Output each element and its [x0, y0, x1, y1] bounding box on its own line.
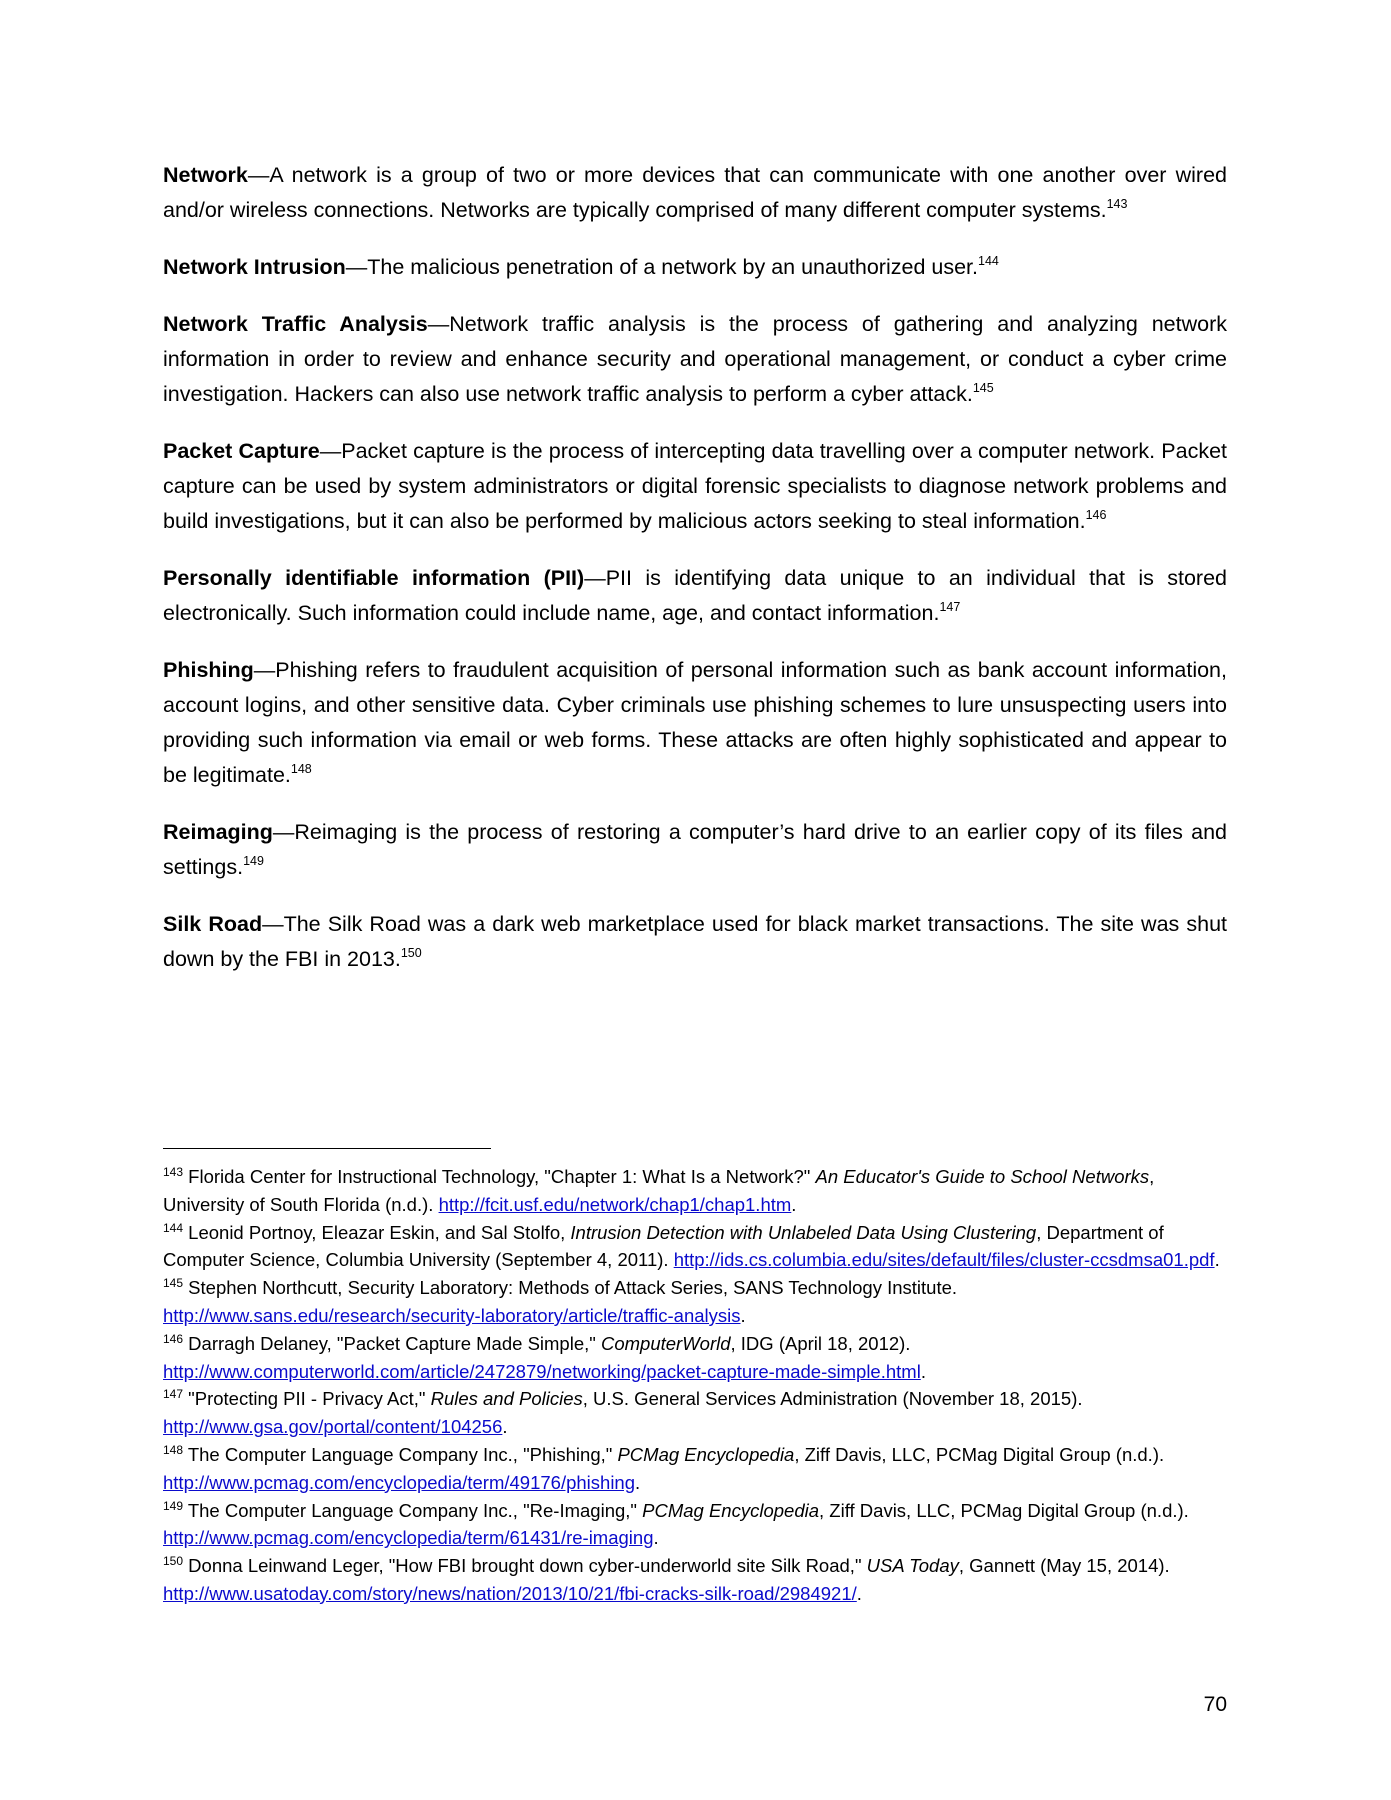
glossary-term: Reimaging [163, 820, 273, 844]
footnote-end: . [791, 1193, 797, 1215]
footnote-ref[interactable]: 143 [1106, 197, 1128, 211]
footnote-title: Intrusion Detection with Unlabeled Data Using Clustering [570, 1221, 1037, 1243]
glossary-definition: —Phishing refers to fraudulent acquisition of personal information such as bank account information, account logins, and other sensitive data. Cyber criminals use phishing schemes to lure unsuspecting users into providing such information via email or web forms. These attacks are often highly sophisticated and appear to be legitimate. [163, 658, 1227, 787]
footnote-title: PCMag Encyclopedia [642, 1499, 820, 1521]
footnote-number: 148 [163, 1442, 184, 1457]
glossary-entry [163, 250, 1227, 285]
footnote-ref[interactable]: 150 [400, 946, 422, 960]
footnote-ref[interactable]: 149 [243, 854, 264, 868]
glossary-entry [163, 158, 1227, 228]
footnote-link[interactable]: http://ids.cs.columbia.edu/sites/default/files/cluster-ccsdmsa01.pdf [673, 1249, 1215, 1271]
glossary-entry [163, 653, 1227, 793]
footnote-number: 143 [163, 1165, 184, 1179]
footnote [163, 1163, 1227, 1219]
glossary-definition: —Reimaging is the process of restoring a computer’s hard drive to an earlier copy of its files and settings. [163, 820, 1227, 879]
footnote-title: USA Today [866, 1555, 959, 1577]
glossary-definition: —A network is a group of two or more devices that can communicate with one another over wired and/or wireless connections. Networks are typically comprised of many different computer systems. [163, 163, 1227, 222]
footnote-text: "Protecting PII - Privacy Act," [183, 1388, 431, 1410]
footnote-end: . [635, 1471, 641, 1493]
footnote-text: , Department of Computer Science, Columbia University (September 4, 2011). [163, 1221, 1164, 1271]
footnote-number: 150 [163, 1554, 184, 1569]
glossary-definition: —The Silk Road was a dark web marketplace used for black market transactions. The site was shut down by the FBI in 2013. [163, 912, 1228, 971]
footnote-title: Rules and Policies [430, 1388, 583, 1410]
footnote-end: . [740, 1304, 746, 1326]
glossary-term: Network Traffic Analysis [163, 312, 428, 336]
footnote [163, 1330, 1227, 1386]
footnote-end: . [856, 1582, 862, 1604]
footnote-link[interactable]: http://www.gsa.gov/portal/content/104256 [163, 1416, 503, 1438]
glossary-term: Network Intrusion [163, 255, 346, 279]
footnote-text: , Ziff Davis, LLC, PCMag Digital Group (n.d.). [819, 1499, 1189, 1521]
glossary-body [163, 158, 1227, 999]
footnote [163, 1441, 1227, 1497]
footnote-number: 146 [163, 1331, 184, 1346]
footnote [163, 1552, 1227, 1608]
footnote [163, 1385, 1227, 1441]
footnote-separator [163, 1148, 491, 1149]
footnote-ref[interactable]: 147 [939, 600, 961, 614]
glossary-definition: —PII is identifying data unique to an individual that is stored electronically. Such information could include name, age, and contact information. [163, 566, 1228, 625]
footnote-text: , Gannett (May 15, 2014). [958, 1555, 1170, 1577]
footnote [163, 1274, 1227, 1330]
glossary-entry [163, 434, 1227, 539]
glossary-term: Silk Road [163, 912, 263, 936]
footnote-title: PCMag Encyclopedia [617, 1443, 795, 1465]
footnote-number: 149 [163, 1498, 184, 1513]
glossary-term: Network [163, 163, 248, 187]
footnote-text: The Computer Language Company Inc., "Re-Imaging," [183, 1499, 643, 1521]
footnote-title: ComputerWorld [600, 1332, 731, 1354]
footnote-end: . [920, 1360, 926, 1382]
footnote-title: An Educator's Guide to School Networks [815, 1166, 1150, 1187]
glossary-term: Packet Capture [163, 439, 320, 463]
footnote-link[interactable]: http://www.sans.edu/research/security-laboratory/article/traffic-analysis [163, 1304, 741, 1326]
glossary-entry [163, 907, 1227, 977]
glossary-entry [163, 815, 1227, 885]
footnote-text: , IDG (April 18, 2012). [730, 1332, 911, 1354]
footnote-text: Stephen Northcutt, Security Laboratory: Methods of Attack Series, SANS Technology Institute. [183, 1277, 958, 1299]
footnote-link[interactable]: http://fcit.usf.edu/network/chap1/chap1.htm [438, 1193, 792, 1215]
footnote-number: 144 [163, 1220, 184, 1235]
glossary-definition: —Network traffic analysis is the process of gathering and analyzing network information in order to review and enhance security and operational management, or conduct a cyber crime investigation. Hackers can also use network traffic analysis to perform a cyber attack. [163, 312, 1227, 406]
footnote-ref[interactable]: 144 [978, 254, 999, 268]
footnote-end: . [502, 1416, 508, 1438]
footnote-end: . [653, 1527, 659, 1549]
footnote-text: Leonid Portnoy, Eleazar Eskin, and Sal Stolfo, [183, 1221, 571, 1243]
footnote-ref[interactable]: 145 [972, 381, 994, 395]
footnote-link[interactable]: http://www.pcmag.com/encyclopedia/term/49176/phishing [163, 1471, 636, 1493]
glossary-definition: —Packet capture is the process of intercepting data travelling over a computer network. Packet capture can be used by system administrators or digital forensic specialists to diagnose network problems and build investigations, but it can also be performed by malicious actors seeking to steal information. [163, 439, 1227, 533]
footnote-text: , University of South Florida (n.d.). [163, 1166, 1155, 1215]
glossary-entry [163, 307, 1227, 412]
glossary-definition: —The malicious penetration of a network by an unauthorized user. [345, 255, 978, 279]
footnote-text: Donna Leinwand Leger, "How FBI brought down cyber-underworld site Silk Road," [183, 1555, 867, 1577]
footnote-text: The Computer Language Company Inc., "Phishing," [183, 1443, 618, 1465]
footnote-ref[interactable]: 148 [290, 762, 312, 776]
footnote-number: 147 [163, 1387, 184, 1402]
footnote-text: Darragh Delaney, "Packet Capture Made Simple," [183, 1332, 601, 1354]
footnote [163, 1219, 1227, 1275]
footnote-link[interactable]: http://www.computerworld.com/article/2472879/networking/packet-capture-made-simple.html [163, 1360, 921, 1382]
glossary-term: Personally identifiable information (PII) [163, 566, 585, 590]
footnote-text: , U.S. General Services Administration (November 18, 2015). [582, 1388, 1083, 1410]
footnote-text: Florida Center for Instructional Technology, "Chapter 1: What Is a Network?" [183, 1166, 816, 1187]
footnotes [163, 1163, 1227, 1608]
footnote-text: , Ziff Davis, LLC, PCMag Digital Group (n.d.). [794, 1443, 1165, 1465]
glossary-entry [163, 561, 1227, 631]
footnote-link[interactable]: http://www.usatoday.com/story/news/nation/2013/10/21/fbi-cracks-silk-road/2984921/ [163, 1582, 857, 1604]
page-number: 70 [1203, 1693, 1227, 1716]
footnote-ref[interactable]: 146 [1085, 508, 1107, 522]
glossary-term: Phishing [163, 658, 254, 682]
footnote [163, 1497, 1227, 1553]
footnote-end: . [1214, 1249, 1220, 1271]
footnote-link[interactable]: http://www.pcmag.com/encyclopedia/term/61431/re-imaging [163, 1527, 654, 1549]
footnote-number: 145 [163, 1276, 184, 1291]
